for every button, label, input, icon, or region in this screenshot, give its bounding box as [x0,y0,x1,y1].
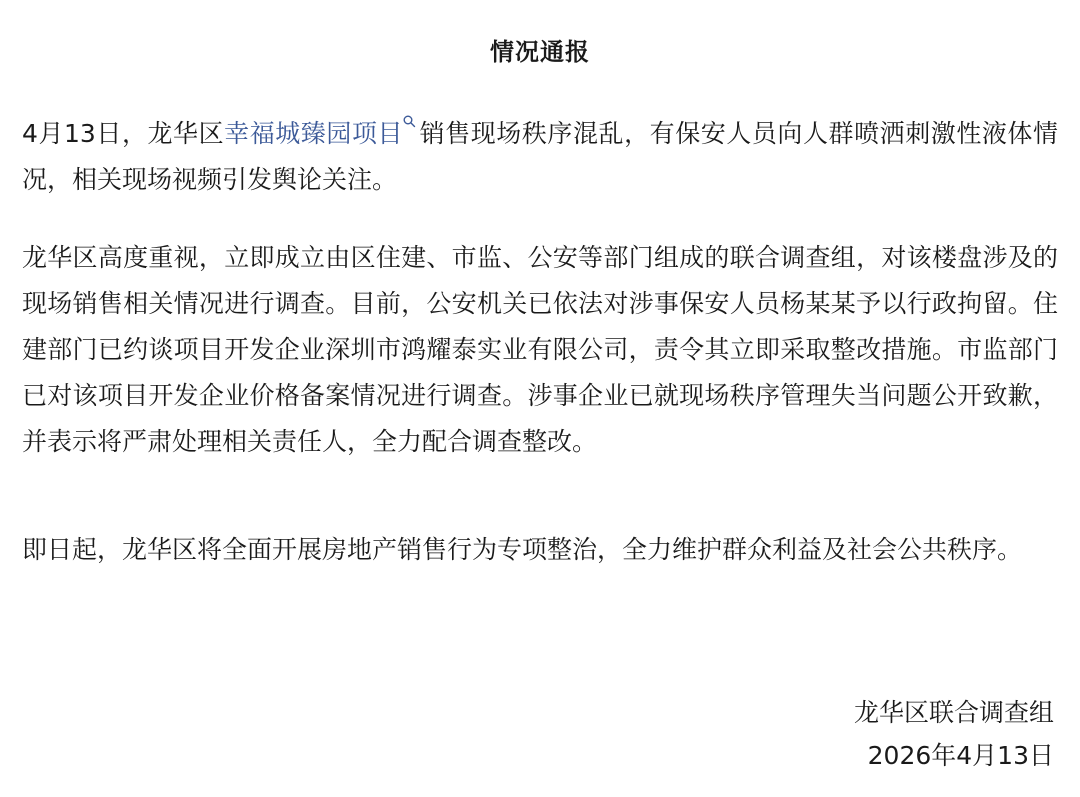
signature-date: 2026年4月13日 [867,741,1054,770]
paragraph-investigation: 龙华区高度重视，立即成立由区住建、市监、公安等部门组成的联合调查组，对该楼盘涉及的现场销售相关情况进行调查。目前，公安机关已依法对涉事保安人员杨某某予以行政拘留。住建部门已约谈项目开发企业深圳市鸿耀泰实业有限公司，责令其立即采取整改措施。市监部门已对该项目开发企业价格备案情况进行调查。涉事企业已就现场秩序管理失当问题公开致歉，并表示将严肃处理相关责任人，全力配合调查整改。 [22,243,1058,456]
paragraph-incident-intro: 4月13日，龙华区 [22,119,225,148]
paragraph-incident [22,111,1058,203]
paragraph-rectification: 即日起，龙华区将全面开展房地产销售行为专项整治，全力维护群众利益及社会公共秩序。 [22,535,1023,564]
search-icon[interactable] [403,111,417,133]
signature-organization: 龙华区联合调查组 [853,698,1054,727]
notice-title: 情况通报 [490,38,590,66]
project-link[interactable]: 幸福城臻园项目 [224,119,404,148]
paragraph-incident-rest: 销售现场秩序混乱，有保安人员向人群喷洒刺激性液体情况，相关现场视频引发舆论关注。 [22,119,1058,194]
